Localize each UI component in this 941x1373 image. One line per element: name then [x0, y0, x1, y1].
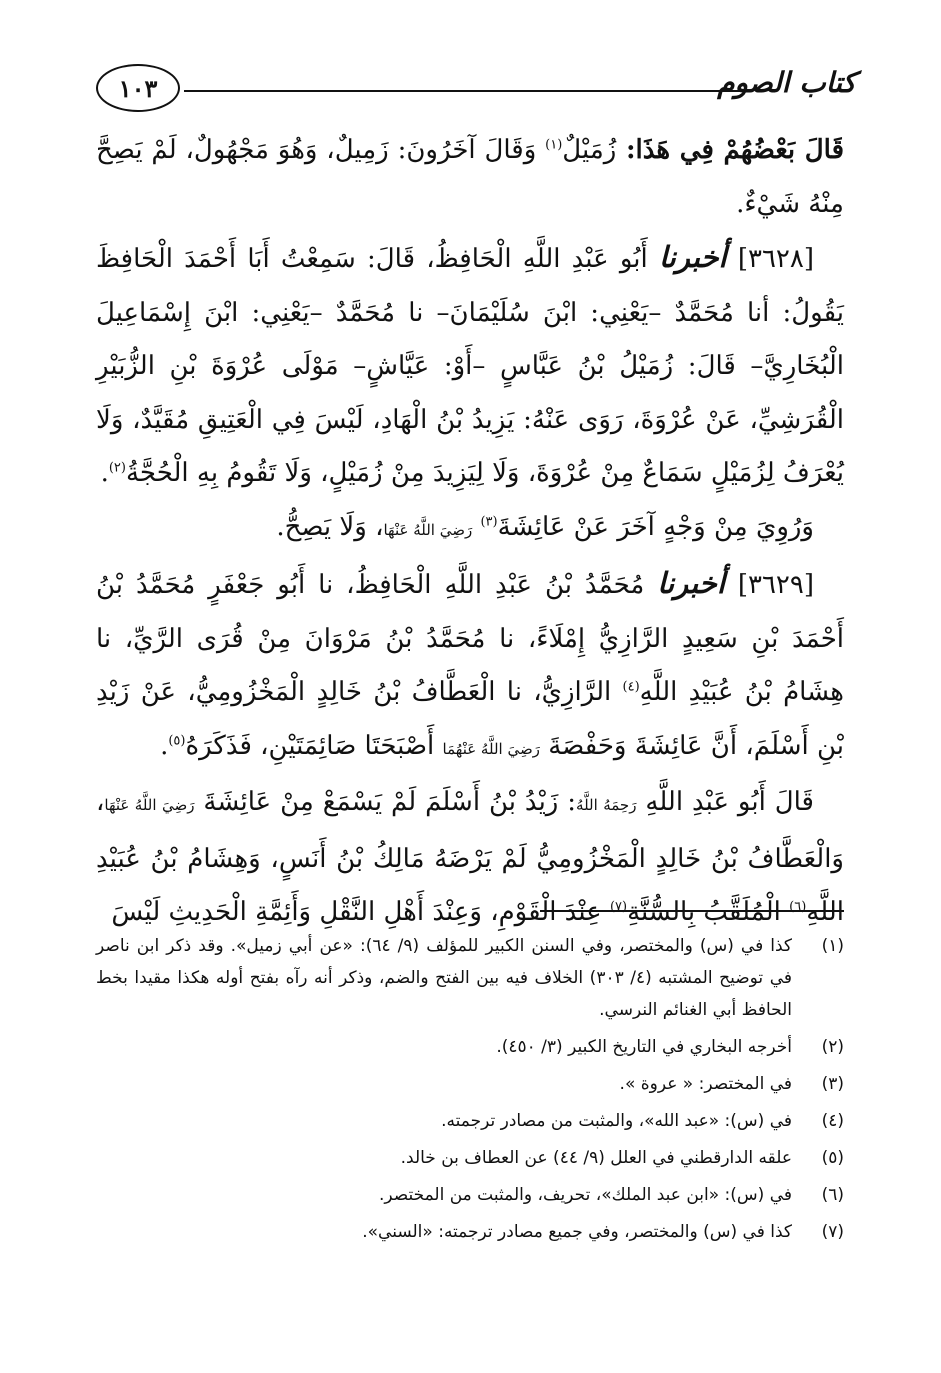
footnote-text: علقه الدارقطني في العلل (٩/ ٤٤) عن العطاف بن خالد.	[400, 1148, 792, 1168]
hadith-3629	[96, 557, 844, 776]
footnote-separator	[540, 910, 844, 912]
paragraph-commentary	[96, 776, 844, 940]
honorific-symbol: رَضِيَ اللَّهُ عَنْهَا	[104, 796, 195, 814]
footnote-item	[96, 1068, 844, 1100]
footnote-number: (٤)	[821, 1111, 844, 1131]
footnote-text: كذا في (س) والمختصر، وفي السنن الكبير للمؤلف (٩/ ٦٤): «عن أبي زميل». وقد ذكر ابن ناصر في توضيح المشتبه (٤/ ٣٠٣) الخلاف فيه بين الفتح والضم، وذكر أنه رآه بفتح أوله هكذا مقيدا بخط الحافظ أبي الغنائم النرسي.	[96, 936, 792, 1020]
page-number: ١٠٣	[96, 64, 180, 112]
hadith-text: أَصْبَحَتَا صَائِمَتَيْنِ، فَذَكَرَهُ	[185, 730, 443, 761]
footnote-number: (٣)	[821, 1074, 844, 1094]
book-title-logo: كتاب الصوم	[717, 66, 856, 99]
footnote-item	[96, 1216, 844, 1248]
footnote-number: (٢)	[821, 1037, 844, 1057]
akhbarana-mark: أخبرنا	[657, 566, 725, 600]
footnote-text: في (س): «عبد الله»، والمثبت من مصادر ترجمته.	[441, 1111, 792, 1131]
footnote-ref-1: (١)	[545, 137, 563, 153]
paragraph-intro	[96, 124, 844, 231]
footnote-number: (١)	[821, 936, 844, 956]
main-text	[96, 124, 844, 940]
paragraph-text: قَالَ أَبُو عَبْدِ اللَّهِ	[636, 787, 814, 817]
honorific-symbol: رَضِيَ اللَّهُ عَنْهُمَا	[442, 739, 540, 758]
footnote-item	[96, 1105, 844, 1137]
paragraph-text: : زَيْدُ بْنُ أَسْلَمَ لَمْ يَسْمَعْ مِنْ عَائِشَةَ	[194, 787, 577, 817]
narrator-name: زُمَيْلٌ	[562, 135, 617, 165]
footnote-ref-4: (٤)	[622, 679, 640, 695]
hadith-number: [٣٦٢٨]	[726, 244, 814, 274]
footnote-ref-5: (٥)	[168, 732, 186, 748]
paragraph-text: ، وَالْعَطَّافُ بْنُ خَالِدٍ الْمَخْزُومِيُّ لَمْ يَرْضَهُ مَالِكُ بْنُ أَنَسٍ، وَهِشَامُ بْنُ عُبَيْدِ اللَّهِ	[96, 787, 844, 927]
footnote-ref-3: (٣)	[480, 513, 498, 529]
footnote-text: كذا في (س) والمختصر، وفي جميع مصادر ترجمته: «السني».	[362, 1222, 792, 1242]
paragraph-narration	[96, 501, 844, 558]
footnote-ref-7: (٧)	[609, 899, 628, 915]
footnote-text: أخرجه البخاري في التاريخ الكبير (٣/ ٤٥٠).	[496, 1037, 792, 1057]
footnote-ref-2: (٢)	[108, 460, 126, 476]
footnote-item	[96, 1179, 844, 1211]
footnote-number: (٦)	[821, 1185, 844, 1205]
running-header	[96, 60, 856, 120]
footnote-item	[96, 930, 844, 1026]
paragraph-text: وَرُوِيَ مِنْ وَجْهٍ آخَرَ عَنْ عَائِشَةَ	[497, 511, 814, 542]
honorific-symbol: رَحِمَهُ اللَّهُ	[576, 796, 637, 814]
footnote-number: (٥)	[821, 1148, 844, 1168]
footnote-item	[96, 1031, 844, 1063]
footnotes	[96, 930, 844, 1253]
hadith-3628	[96, 231, 844, 501]
paragraph-text: عِنْدَ الْقَوْمِ، وَعِنْدَ أَهْلِ النَّقْلِ وَأَئِمَّةِ الْحَدِيثِ لَيْسَ	[111, 897, 610, 927]
footnote-ref-6: (٦)	[789, 899, 807, 915]
honorific-symbol: رَضِيَ اللَّهُ عَنْهَا	[383, 520, 473, 539]
footnote-text: في المختصر: « عروة ».	[619, 1074, 792, 1094]
footnote-number: (٧)	[821, 1222, 844, 1242]
footnote-text: في (س): «ابن عبد الملك»، تحريف، والمثبت من المختصر.	[378, 1185, 792, 1205]
hadith-number: [٣٦٢٩]	[724, 570, 814, 600]
paragraph-text: ، وَلَا يَصِحُّ.	[276, 511, 384, 542]
paragraph-lead: قَالَ بَعْضُهُمْ فِي هَذَا:	[616, 135, 845, 165]
paragraph-text: الْمُلَقَّبُ بِالسُّنَّةِ	[627, 897, 790, 927]
hadith-text: أَبُو عَبْدِ اللَّهِ الْحَافِظُ، قَالَ: سَمِعْتُ أَبَا أَحْمَدَ الْحَافِظَ يَقُولُ: أنا مُحَمَّدٌ –يَعْنِي: ابْنَ سُلَيْمَانَ– نا مُحَمَّدٌ –يَعْنِي: ابْنَ إِسْمَاعِيلَ الْبُخَارِيَّ– قَالَ: زُمَيْلُ بْنُ عَبَّاسٍ –أَوْ: عَيَّاشٍ– مَوْلَى عُرْوَةَ بْنِ الزُّبَيْرِ الْقُرَشِيِّ، عَنْ عُرْوَةَ، رَوَى عَنْهُ: يَزِيدُ بْنُ الْهَادِ، لَيْسَ فِي الْعَتِيقِ مُقَيَّدٌ، وَلَا يُعْرَفُ لِزُمَيْلٍ سَمَاعٌ مِنْ عُرْوَةَ، وَلَا لِيَزِيدَ مِنْ زُمَيْلٍ، وَلَا تَقُومُ بِهِ الْحُجَّةُ	[96, 244, 844, 488]
footnote-item	[96, 1142, 844, 1174]
hadith-text: مُحَمَّدُ بْنُ عَبْدِ اللَّهِ الْحَافِظُ، نا أَبُو جَعْفَرٍ مُحَمَّدُ بْنُ أَحْمَدَ بْنِ سَعِيدٍ الرَّازِيُّ إِمْلَاءً، نا مُحَمَّدُ بْنُ مَرْوَانَ مِنْ قُرَى الرَّيِّ، نا هِشَامُ بْنُ عُبَيْدِ اللَّهِ	[96, 570, 844, 707]
paragraph-text: وَقَالَ آخَرُونَ: زَمِيلٌ، وَهُوَ مَجْهُولٌ، لَمْ يَصِحَّ مِنْهُ شَيْءٌ.	[96, 135, 844, 219]
header-rule	[184, 90, 752, 92]
hadith-end: .	[100, 458, 109, 488]
hadith-end: .	[160, 730, 169, 761]
akhbarana-mark: أخبرنا	[658, 240, 727, 274]
hadith-text: الرَّازِيُّ، نا الْعَطَّافُ بْنُ خَالِدٍ الْمَخْزُومِيُّ، عَنْ زَيْدِ بْنِ أَسْلَمَ، أَنَّ عَائِشَةَ وَحَفْصَةَ	[96, 677, 844, 761]
